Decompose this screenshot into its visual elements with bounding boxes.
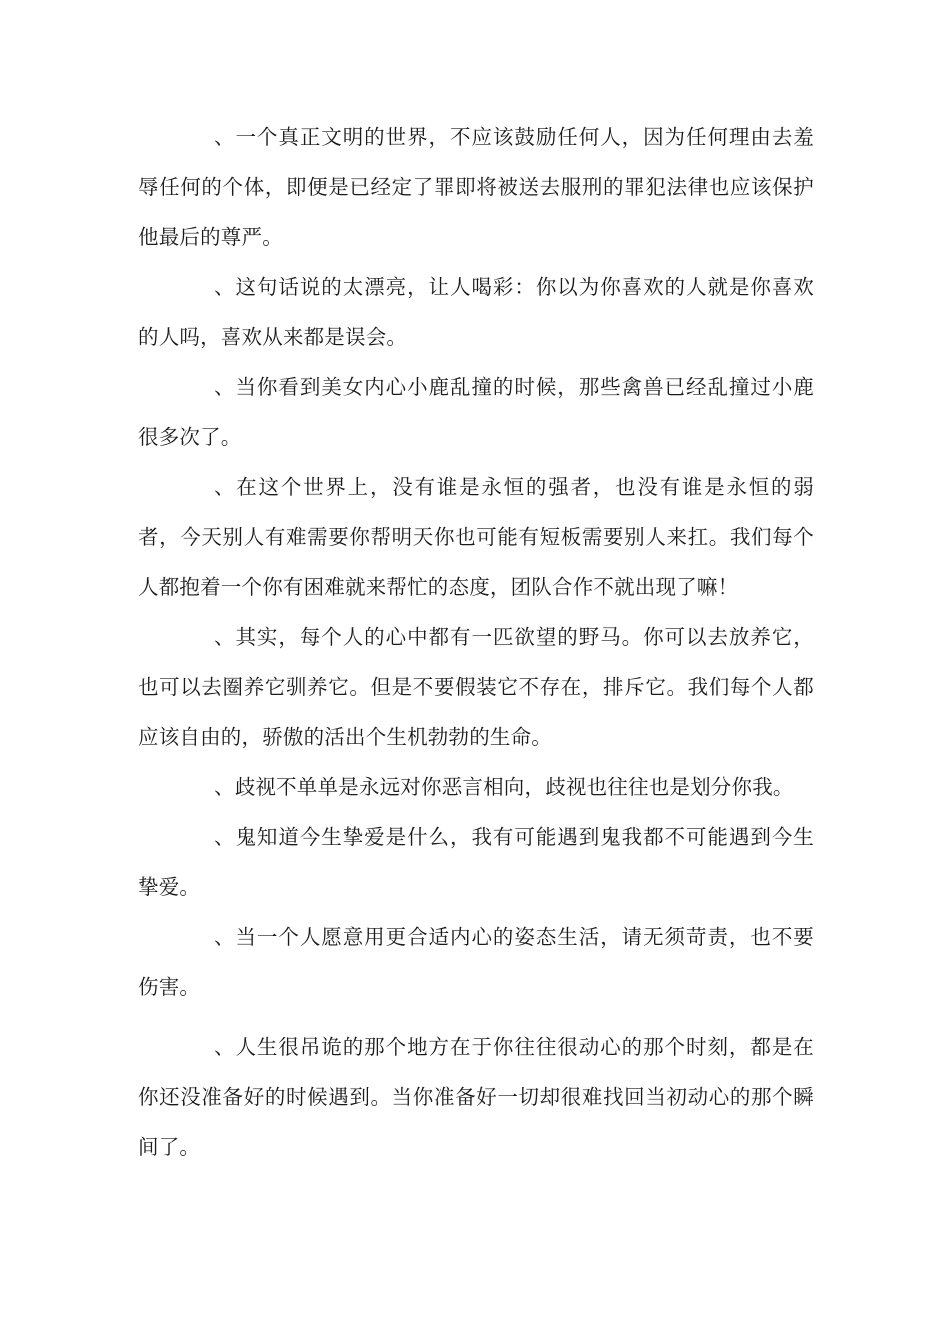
paragraph: 、鬼知道今生挚爱是什么，我有可能遇到鬼我都不可能遇到今生挚爱。 (138, 825, 814, 899)
paragraph: 、这句话说的太漂亮，让人喝彩：你以为你喜欢的人就是你喜欢的人吗，喜欢从来都是误会。 (138, 275, 814, 349)
paragraph: 、人生很吊诡的那个地方在于你往往很动心的那个时刻，都是在你还没准备好的时候遇到。当你准备好一切却很难找回当初动心的那个瞬间了。 (138, 1035, 814, 1159)
paragraph: 、当你看到美女内心小鹿乱撞的时候，那些禽兽已经乱撞过小鹿很多次了。 (138, 375, 814, 449)
paragraph: 、其实，每个人的心中都有一匹欲望的野马。你可以去放养它，也可以去圈养它驯养它。但是不要假装它不存在，排斥它。我们每个人都应该自由的，骄傲的活出个生机勃勃的生命。 (138, 625, 814, 749)
paragraph: 、一个真正文明的世界，不应该鼓励任何人，因为任何理由去羞辱任何的个体，即便是已经定了罪即将被送去服刑的罪犯法律也应该保护他最后的尊严。 (138, 125, 814, 249)
paragraph: 、歧视不单单是永远对你恶言相向，歧视也往往也是划分你我。 (214, 775, 794, 799)
paragraph: 、在这个世界上，没有谁是永恒的强者，也没有谁是永恒的弱者，今天别人有难需要你帮明天你也可能有短板需要别人来扛。我们每个人都抱着一个你有困难就来帮忙的态度，团队合作不就出现了嘛！ (138, 475, 814, 599)
paragraph: 、当一个人愿意用更合适内心的姿态生活，请无须苛责，也不要伤害。 (138, 925, 814, 999)
document-body (138, 112, 814, 1172)
